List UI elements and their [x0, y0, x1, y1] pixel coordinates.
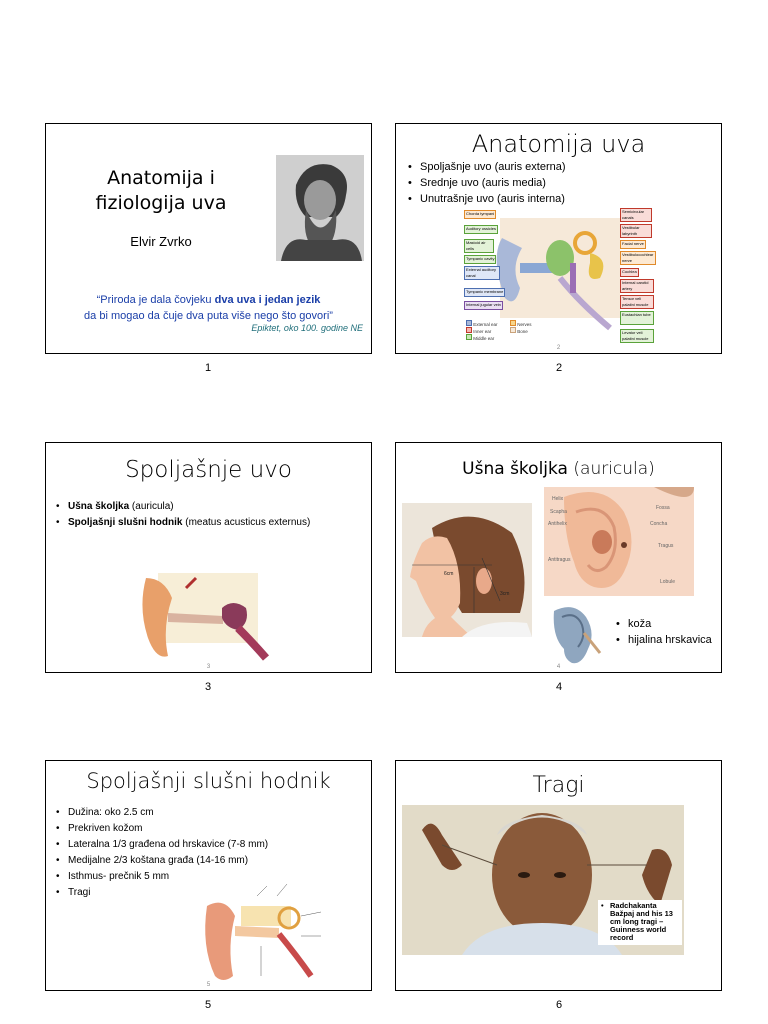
bullet-bold: Ušna školjka — [68, 501, 130, 512]
list-item: • Spoljašnje uvo (auris externa) — [408, 159, 566, 175]
slide-title: Anatomija uva — [471, 130, 646, 158]
diagram-label: Eustachian tube — [620, 311, 654, 325]
diagram-label: Tympanic membrane — [464, 288, 505, 297]
caption-text: Radchakanta Bažpaj and his 13 cm long tragi – Guinness world record — [610, 901, 673, 942]
title-bold: Ušna školjka — [462, 459, 568, 479]
page-number: 2 — [555, 362, 563, 374]
slide-title: Spoljašnji slušni hodnik — [86, 769, 331, 793]
ear-part-label: Lobule — [660, 579, 676, 585]
list-item — [56, 515, 310, 531]
page-number: 5 — [204, 999, 212, 1011]
portrait-image — [276, 155, 364, 261]
slide-1 — [45, 123, 372, 354]
ear-part-label: Tragus — [658, 543, 674, 549]
list-item: • Isthmus- prečnik 5 mm — [56, 869, 268, 885]
photo-caption: • Radchakanta Bažpaj and his 13 cm long tragi – Guinness world record — [598, 900, 682, 945]
diagram-label: Vestibular labyrinth — [620, 224, 652, 238]
ear-canal-illustration — [138, 568, 278, 663]
bullet-list — [408, 159, 566, 207]
page-number: 6 — [555, 999, 563, 1011]
diagram-label: Internal jugular vein — [464, 301, 503, 310]
measurement-label: 3cm — [500, 591, 510, 597]
list-item: • hijalina hrskavica — [616, 632, 712, 648]
legend-item: Inner ear — [473, 329, 492, 334]
diagram-label: Tympanic cavity — [464, 255, 496, 264]
bullet-rest: (meatus acusticus externus) — [182, 517, 311, 528]
author-name: Elvir Zvrko — [130, 234, 192, 249]
quote-part1: “Priroda je dala čovjeku — [96, 294, 215, 306]
diagram-label: Chorda tympani — [464, 210, 496, 219]
slide-title — [396, 459, 721, 479]
legend-item: Bone — [517, 329, 528, 334]
diagram-label: Tensor veli palatini muscle — [620, 295, 654, 309]
bullet-list — [56, 499, 310, 531]
slide-2 — [395, 123, 722, 354]
bullet-list — [616, 616, 712, 648]
diagram-label: Semicircular canals — [620, 208, 652, 222]
list-item: • Medijalne 2/3 koštana građa (14-16 mm) — [56, 853, 268, 869]
list-item: • Lateralna 1/3 građena od hrskavice (7-8 mm) — [56, 837, 268, 853]
bullet-rest: (auricula) — [129, 501, 174, 512]
slide-5 — [45, 760, 372, 991]
legend-item: Middle ear — [473, 336, 495, 341]
measurement-label: 6cm — [444, 571, 454, 577]
legend-item: External ear — [473, 322, 498, 327]
list-item — [56, 499, 310, 515]
diagram-label: Internal carotid artery — [620, 279, 654, 293]
slide-title: Spoljašnje uvo — [125, 457, 292, 483]
slide-title: Anatomija i fiziologija uva — [95, 167, 227, 214]
slide-small-number: 2 — [556, 345, 561, 351]
ear-part-label: Scapha — [550, 509, 567, 515]
title-rest: (auricula) — [567, 459, 655, 479]
diagram-label: Mastoid air cells — [464, 239, 494, 253]
bullet-bold: Spoljašnji slušni hodnik — [68, 517, 183, 528]
ear-part-label: Helix — [552, 496, 564, 502]
diagram-label: External auditory canal — [464, 266, 500, 280]
slide-6 — [395, 760, 722, 991]
tragi-photo — [402, 805, 684, 955]
auricle-photo — [544, 487, 694, 596]
slide-4 — [395, 442, 722, 673]
ear-anatomy-diagram — [460, 208, 662, 347]
ear-canal-cross-section — [201, 876, 329, 986]
head-profile-photo — [402, 503, 532, 637]
ear-part-label: Antihelix — [548, 521, 567, 527]
quote-attribution: Epiktet, oko 100. godine NE — [251, 323, 363, 333]
diagram-label: Cochlea — [620, 268, 639, 277]
diagram-label: Facial nerve — [620, 240, 646, 249]
slide-small-number: 5 — [206, 982, 211, 988]
page-number: 4 — [555, 681, 563, 693]
quote-bold: dva uva i jedan jezik — [214, 294, 321, 306]
page-number: 3 — [204, 681, 212, 693]
page-number: 1 — [204, 362, 212, 374]
cartilage-illustration — [544, 603, 602, 667]
slide-small-number: 4 — [556, 664, 561, 670]
diagram-label: Vestibulocochlear nerve — [620, 251, 656, 265]
list-item: • Srednje uvo (auris media) — [408, 175, 566, 191]
slide-title: Tragi — [532, 773, 585, 798]
slide-small-number: 3 — [206, 664, 211, 670]
diagram-label: Levator veli palatini muscle — [620, 329, 654, 343]
quote-part2: da bi mogao da čuje dva puta više nego što govori” — [84, 310, 333, 322]
slide-3 — [45, 442, 372, 673]
legend-item: Nerves — [517, 322, 532, 327]
list-item: • Unutrašnje uvo (auris interna) — [408, 191, 566, 207]
list-item: • Prekriven kožom — [56, 821, 268, 837]
ear-part-label: Antitragus — [548, 557, 571, 563]
list-item: • Tragi — [56, 885, 268, 901]
quote — [56, 292, 361, 324]
ear-part-label: Concha — [650, 521, 668, 527]
list-item: • Dužina: oko 2.5 cm — [56, 805, 268, 821]
list-item: • koža — [616, 616, 712, 632]
ear-part-label: Fossa — [656, 505, 670, 511]
diagram-label: Auditory ossicles — [464, 225, 498, 234]
